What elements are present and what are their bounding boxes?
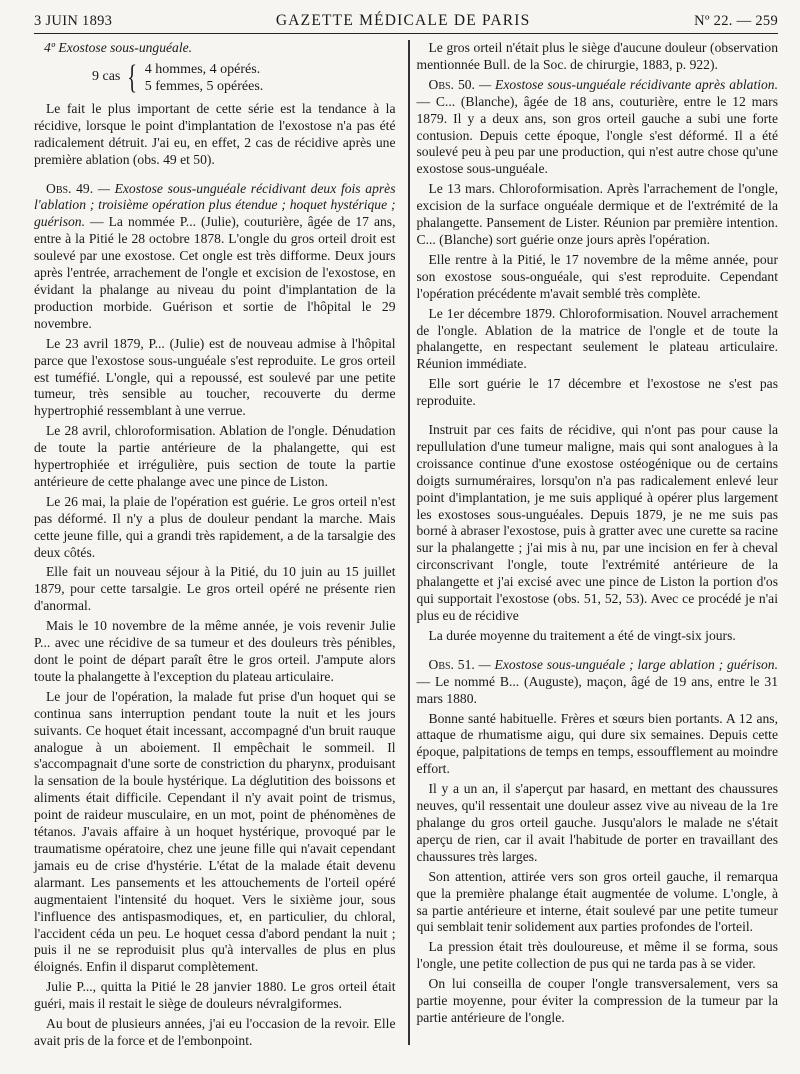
section-heading: 4º Exostose sous-unguéale. — [44, 40, 193, 55]
case-summary — [92, 58, 396, 96]
paragraph: Il y a un an, il s'aperçut par hasard, en mettant des chaussures neuves, qu'il ressentait une douleur assez vive au niveau de la 1re phalange du gros orteil gauche. Jusqu'alors le malade ne s'était aperçu de rien, car il avait l'habitude de porter en travaillant des chaussures très larges. — [416, 781, 778, 864]
journal-title: GAZETTE MÉDICALE DE PARIS — [275, 12, 531, 29]
obs-label: Obs. 50. — [428, 76, 475, 92]
paragraph: La durée moyenne du traitement a été de vingt-six jours. — [428, 627, 736, 643]
obs-text: — La nommée P... (Julie), couturière, âgée de 17 ans, entre à la Pitié le 28 octobre 1878. L'ongle du gros orteil droit est soulevé par une exostose. Cet ongle est très difforme. Deux jours après l'entrée, arrachement de l'ongle et excision de l'exostose, en évidant la phalange au niveau du point d'implantation de la production morbide. Guérison et sortie de l'hôpital le 29 novembre. — [34, 214, 396, 331]
page-header — [34, 12, 778, 34]
case-line-women: 5 femmes, 5 opérées. — [144, 78, 264, 94]
case-count: 9 cas — [92, 69, 121, 85]
obs-text: — C... (Blanche), âgée de 18 ans, couturière, entre le 12 mars 1879. Il y a deux ans, son gros orteil gauche a subi une forte contusion. Depuis cette époque, l'ongle s'est déformé. Il a été soulevé peu à peu par une production, qui n'est autre chose qu'une exostose sous-unguéale. — [416, 93, 778, 177]
case-line-men: 4 hommes, 4 opérés. — [144, 61, 261, 77]
paragraph: Mais le 10 novembre de la même année, je vois revenir Julie P... avec une récidive de sa tumeur et des douleurs très pénibles, dont le point de départ paraît être le gros orteil. J'ampute alors toute la phalangette à l'exception du plateau articulaire. — [34, 618, 396, 684]
text-columns — [34, 40, 778, 1053]
paragraph: Le 23 avril 1879, P... (Julie) est de nouveau admise à l'hôpital parce que l'exostose sous-unguéale s'est reproduite. Le gros orteil est tuméfié. L'ongle, qui a repoussé, est soulevé par une petite tumeur, très sensible au toucher, recouverte du derme hypertrophié ressemblant à une verrue. — [34, 335, 396, 419]
obs-text: — Le nommé B... (Auguste), maçon, âgé de 19 ans, entre le 31 mars 1880. — [416, 673, 778, 706]
paragraph: La pression était très douloureuse, et même il se forma, sous l'ongle, une petite collection de pus qui ne tarda pas à se vider. — [416, 939, 778, 972]
paragraph: Bonne santé habituelle. Frères et sœurs bien portants. A 12 ans, attaque de rhumatisme aigu, qui dure six semaines. Depuis cette époque, palpitations de temps en temps, essoufflement au moindre effort. — [416, 710, 778, 777]
paragraph: Le gros orteil n'était plus le siège d'aucune douleur (observation mentionnée Bull. de la Soc. de chirurgie, 1883, p. 922). — [416, 40, 778, 72]
column-divider — [408, 40, 410, 1045]
paragraph: Julie P..., quitta la Pitié le 28 janvier 1880. Le gros orteil était guéri, mais il restait le siège de douleurs névralgiformes. — [34, 979, 396, 1012]
observation-51 — [417, 657, 779, 708]
paragraph: Son attention, attirée vers son gros orteil gauche, il remarqua que la première phalange était augmentée de volume. L'ongle, à sa partie antérieure et interne, était soulevé par une petite tumeur qui semblait tenir solidement aux parties profondes de l'orteil. — [416, 868, 778, 935]
paragraph: Instruit par ces faits de récidive, qui n'ont pas pour cause la repullulation d'une tumeur maligne, mais qui sont analogues à la croissance continue d'une exostose ostéogénique ou de certains doigts surnuméraires, lorsqu'on n'a pas radicalement enlevé leur point d'implantation, je me suis appliqué à opérer plus largement les exostoses sous-unguéales. Depuis 1879, je ne me suis pas borné à abraser l'exostose, puis à gratter avec une curette sa racine sur la phalangette ; j'ai mis à nu, par une incision en fer à cheval circonscrivant l'ongle, toute l'extrémité antérieure de la phalangette et j'ai excisé avec une pince de Liston la portion d'os qui supportait l'exostose (obs. 51, 52, 53). Avec ce procédé je n'ai plus eu de récidive — [416, 422, 778, 623]
page-number: Nº 22. — 259 — [694, 13, 778, 29]
paragraph: Elle sort guérie le 17 décembre et l'exostose ne s'est pas reproduite. — [416, 376, 778, 409]
right-column — [417, 40, 779, 1053]
paragraph: Le 28 avril, chloroformisation. Ablation de l'ongle. Dénudation de toute la partie antérieure de la phalangette, qui est hypertrophiée et irrégulière, puis section de toute la partie antérieure de cette phalange avec une pince de Liston. — [34, 423, 396, 489]
paragraph: Elle rentre à la Pitié, le 17 novembre de la même année, pour son exostose sous-onguéale, qui s'est reproduite. Cependant l'opération précédente m'avait semblé très complète. — [416, 251, 778, 301]
obs-label: Obs. 49. — [46, 180, 94, 196]
obs-title: — Exostose sous-unguéale ; large ablation ; guérison. — [478, 656, 778, 672]
header-date: 3 JUIN 1893 — [34, 13, 113, 29]
left-column — [34, 40, 404, 1053]
paragraph: Le 1er décembre 1879. Chloroformisation. Nouvel arrachement de l'ongle. Ablation de la matrice de l'ongle et de toute la phalangette, en respectant seulement le plateau articulaire. Réunion immédiate. — [416, 305, 778, 372]
paragraph: Le fait le plus important de cette série est la tendance à la récidive, lorsque le point d'implantation de l'exostose n'a pas été radicalement détruit. J'ai eu, en effet, 2 cas de récidive après une première ablation (obs. 49 et 50). — [34, 100, 396, 167]
observation-49 — [34, 181, 396, 333]
obs-title: — Exostose sous-unguéale récidivant deux fois après l'ablation ; troisième opération plus étendue ; hoquet hystérique ; guérison. — [34, 180, 396, 230]
brace-icon: { — [127, 58, 138, 96]
paragraph: Le 26 mai, la plaie de l'opération est guérie. Le gros orteil n'est pas déformé. Il n'y a plus de douleur pendant la marche. Mais cette jeune fille, qui a grandi très rapidement, a de la tarsalgie des deux côtés. — [34, 493, 396, 560]
obs-title: — Exostose sous-unguéale récidivante après ablation. — [478, 76, 779, 92]
observation-50 — [417, 77, 779, 178]
case-breakdown — [145, 61, 264, 95]
paragraph: On lui conseilla de couper l'ongle transversalement, vers sa partie moyenne, pour éviter la compression de la tumeur par la partie antérieure de l'ongle. — [416, 976, 778, 1025]
paragraph: Au bout de plusieurs années, j'ai eu l'occasion de la revoir. Elle avait pris de la force et de l'embonpoint. — [34, 1016, 396, 1048]
paragraph: Elle fait un nouveau séjour à la Pitié, du 10 juin au 15 juillet 1879, pour cette tarsalgie. Le gros orteil opéré ne présente rien d'anormal. — [34, 564, 396, 614]
obs-label: Obs. 51. — [428, 656, 475, 672]
paragraph: Le 13 mars. Chloroformisation. Après l'arrachement de l'ongle, excision de la surface onguéale dermique et de l'extrémité de la phalangette. Pansement de Lister. Réunion par première intention. C... (Blanche) sort guérie onze jours après l'opération. — [416, 181, 778, 247]
paragraph: Le jour de l'opération, la malade fut prise d'un hoquet qui se continua sans interruption pendant toute la nuit et les jours suivants. Ce hoquet était incessant, accompagné d'un bruit rauque analogue à un aboiement. Il empêchait le sommeil. Il s'accompagnait d'une sorte de constriction du pharynx, produisant la sensation de la boule hystérique. La déglutition des boissons et aliments était difficile. Cependant il n'y avait point de trismus, point de raideur musculaire, en un mot, point de phénomènes de tétanos. J'avais affaire à un hoquet hystérique, provoqué par le traumatisme opératoire, chez une jeune fille qui n'avait cependant jamais eu de crise d'hystérie. L'état de la malade était devenu alarmant. Les pansements et les attouchements de l'orteil opéré augmentaient l'intensité du hoquet. Vers le sixième jour, sous l'influence des antispasmodiques, et, en particulier, du chloral, l'accident céda un peu. Le hoquet cessa d'abord pendant la nuit ; puis il ne se reproduisit plus qu'à intervalles de plus en plus éloignés. Enfin il disparut complètement. — [34, 688, 396, 975]
